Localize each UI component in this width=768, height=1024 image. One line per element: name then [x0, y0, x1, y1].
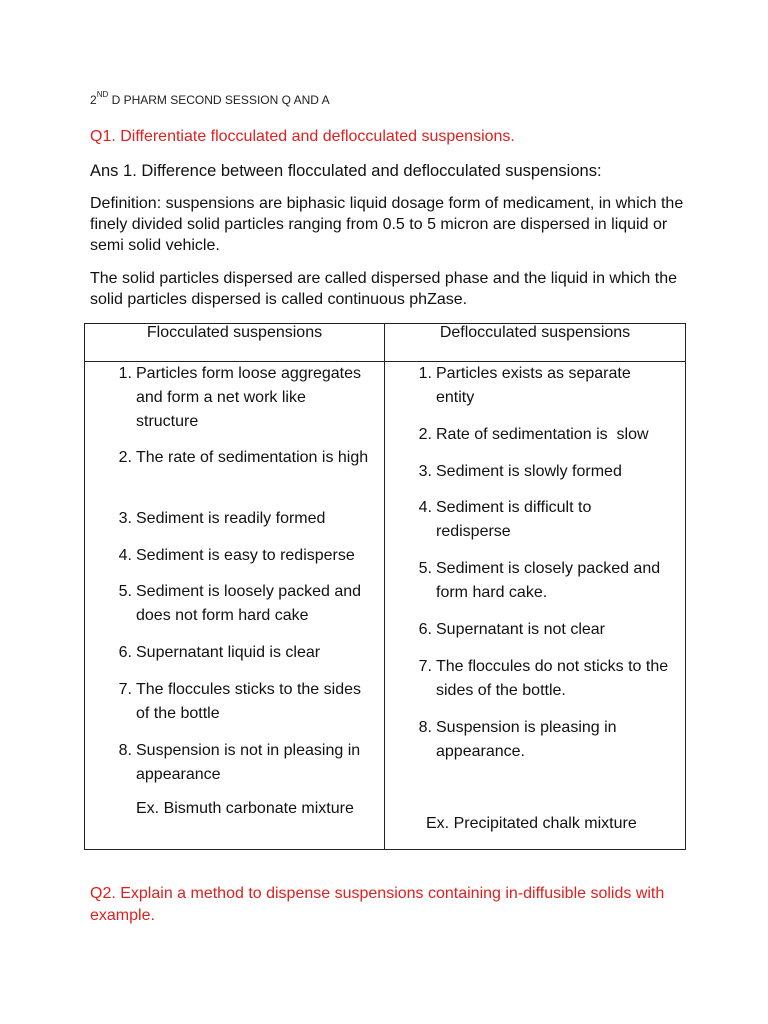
question-2: Q2. Explain a method to dispense suspensions containing in-diffusible solids with example.: [90, 885, 727, 924]
list-item: 8. Suspension is pleasing in appearance.: [418, 719, 617, 760]
deflocculated-column: [385, 362, 686, 850]
list-item: 2. Rate of sedimentation is slow: [418, 426, 649, 443]
list-item-text: Rate of sedimentation is slow: [436, 426, 649, 443]
flocculated-header: Flocculated suspensions: [85, 324, 385, 362]
question-1: Q1. Differentiate flocculated and deflocculated suspensions.: [90, 128, 515, 145]
list-item-text: Sediment is readily formed: [136, 510, 326, 527]
list-item: 4. Sediment is easy to redisperse: [118, 547, 355, 564]
answer-1: [90, 161, 690, 182]
list-item-text: Sediment is difficult to redisperse: [436, 499, 592, 540]
definition-text: suspensions are biphasic liquid dosage form of medicament, in which the finely divided solid particles ranging from 0.5 to 5 micron are dispersed in liquid or semi solid vehicle.: [90, 195, 684, 254]
list-item-text: Sediment is slowly formed: [436, 463, 622, 480]
list-item: 3. Sediment is slowly formed: [418, 463, 622, 480]
list-item-text: Suspension is pleasing in appearance.: [436, 719, 617, 760]
header-prefix: 2: [90, 93, 97, 107]
definition-label: Definition:: [90, 195, 162, 212]
answer-1-text: Difference between flocculated and deflocculated suspensions:: [136, 162, 602, 180]
list-item: 2. The rate of sedimentation is high: [118, 449, 369, 466]
list-item-text: Supernatant is not clear: [436, 621, 605, 638]
comparison-table: [84, 323, 686, 850]
list-item-text: The floccules do not sticks to the sides of the bottle.: [436, 658, 669, 699]
list-item: 7. The floccules sticks to the sides of the bottle: [118, 681, 361, 722]
list-item-text: Particles exists as separate entity: [436, 365, 631, 406]
list-item-text: Particles form loose aggregates and form a net work like structure: [136, 365, 361, 430]
list-item-text: Sediment is easy to redisperse: [136, 547, 355, 564]
definition-paragraph: [90, 193, 690, 256]
list-item: 6. Supernatant liquid is clear: [118, 644, 321, 661]
list-item-text: Sediment is closely packed and form hard cake.: [436, 560, 661, 601]
list-item: 4. Sediment is difficult to redisperse: [418, 499, 592, 540]
list-item: 6. Supernatant is not clear: [418, 621, 605, 638]
list-item: 7. The floccules do not sticks to the sides of the bottle.: [418, 658, 669, 699]
flocculated-column: [85, 362, 385, 850]
list-item-text: Supernatant liquid is clear: [136, 644, 321, 661]
list-item: 5. Sediment is closely packed and form hard cake.: [418, 560, 661, 601]
header-superscript: ND: [96, 90, 109, 99]
deflocculated-example: Ex. Precipitated chalk mixture: [426, 815, 637, 832]
deflocculated-header: Deflocculated suspensions: [385, 324, 686, 362]
answer-1-label: Ans 1.: [90, 162, 137, 180]
list-item: 5. Sediment is loosely packed and does not form hard cake: [118, 583, 362, 624]
header-title: D PHARM SECOND SESSION Q AND A: [108, 93, 330, 107]
list-item-text: The rate of sedimentation is high: [136, 449, 369, 466]
list-item-text: Suspension is not in pleasing in appearance: [136, 742, 361, 783]
phase-paragraph: The solid particles dispersed are called dispersed phase and the liquid in which the solid particles dispersed is called continuous phZase.: [90, 270, 678, 308]
list-item: 3. Sediment is readily formed: [118, 510, 326, 527]
list-item-text: The floccules sticks to the sides of the bottle: [136, 681, 361, 722]
page-header: [90, 92, 330, 107]
list-item-text: Sediment is loosely packed and does not form hard cake: [136, 583, 362, 624]
list-item: 1. Particles exists as separate entity: [418, 365, 631, 406]
list-item: 8. Suspension is not in pleasing in appearance: [118, 742, 361, 783]
flocculated-example: Ex. Bismuth carbonate mixture: [136, 800, 354, 817]
list-item: 1. Particles form loose aggregates and form a net work like structure: [118, 365, 361, 430]
